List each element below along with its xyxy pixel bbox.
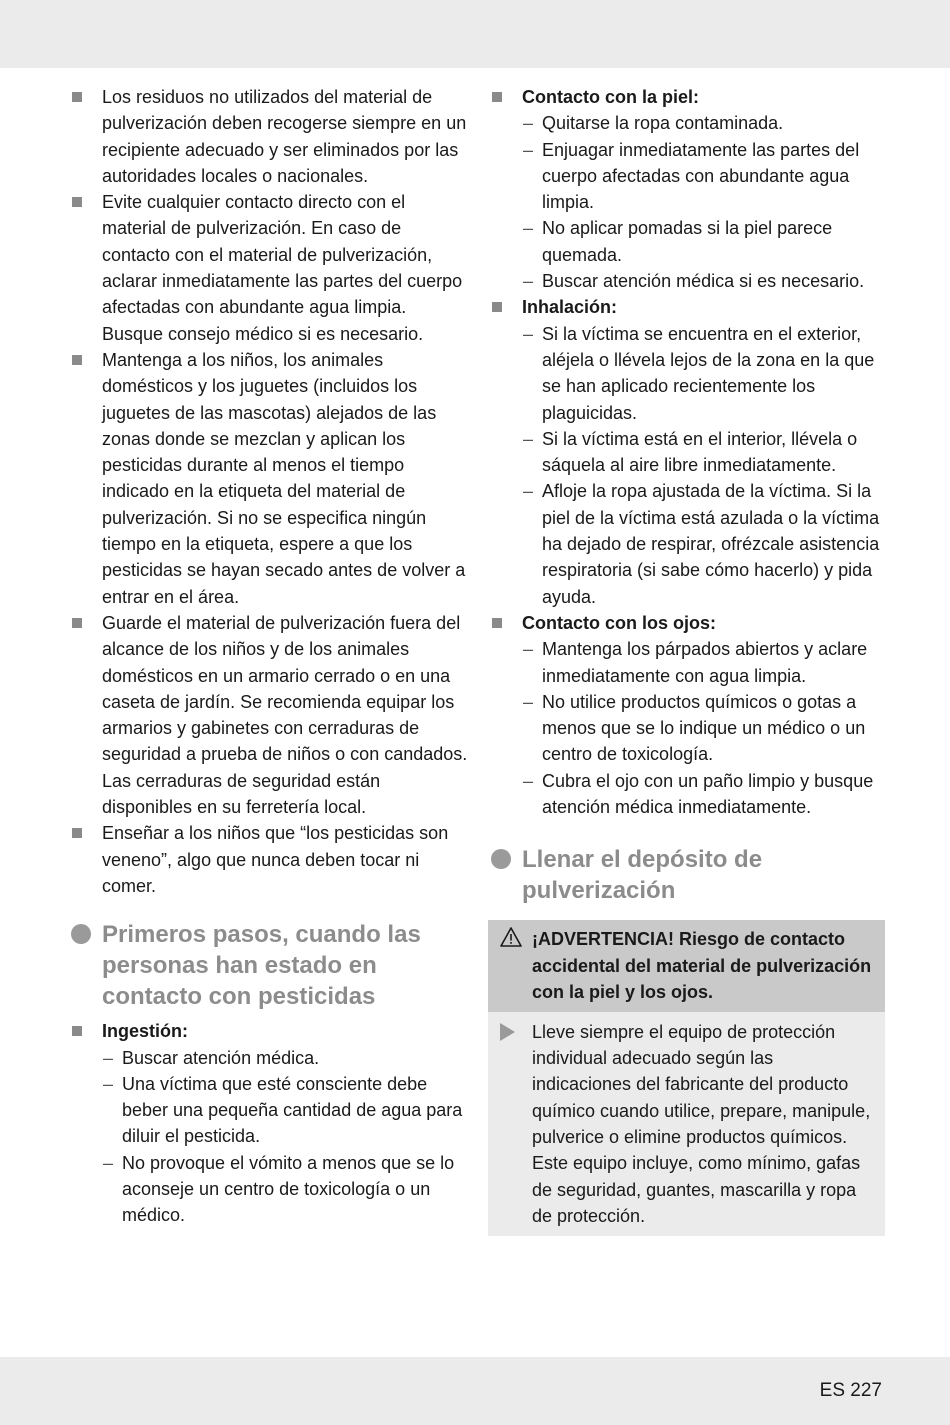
left-column — [70, 84, 470, 1229]
skin-contact-list — [522, 110, 885, 294]
eye-contact-block — [490, 610, 885, 820]
list-item: – No provoque el vómito a menos que se lo aconseje un centro de toxicología o un médico. — [103, 1152, 455, 1226]
play-arrow-icon — [500, 1023, 515, 1041]
warning-box — [488, 920, 885, 1236]
list-item — [70, 347, 470, 610]
eye-contact-title: Contacto con los ojos: — [522, 612, 717, 633]
square-bullet-icon — [72, 197, 82, 207]
warning-title: ¡ADVERTENCIA! Riesgo de contacto accidental del material de pulverización con la piel y los ojos. — [532, 929, 872, 1003]
bullet-text: Guarde el material de pulverización fuera del alcance de los niños y de los animales domésticos en un armario cerrado o en una caseta de jardín. Se recomienda equipar los armarios y gabinetes con cerraduras de seguridad a prueba de niños o con candados. Las cerraduras de seguridad están disponibles en su ferretería local. — [102, 612, 468, 818]
warning-body — [488, 1012, 885, 1236]
square-bullet-icon — [72, 828, 82, 838]
header-band — [0, 0, 950, 68]
bullet-text: Los residuos no utilizados del material de pulverización deben recogerse siempre en un recipiente adecuado y ser eliminados por las autoridades locales o nacionales. — [102, 87, 467, 186]
skin-contact-title: Contacto con la piel: — [522, 87, 700, 107]
square-bullet-icon — [72, 1026, 82, 1036]
list-item — [70, 189, 470, 347]
circle-bullet-icon — [71, 924, 91, 944]
warning-header — [488, 920, 885, 1012]
list-item: – Buscar atención médica. — [103, 1047, 320, 1068]
skin-contact-block — [490, 84, 885, 294]
square-bullet-icon — [72, 618, 82, 628]
ingestion-title: Ingestión: — [102, 1021, 188, 1042]
ingestion-block — [70, 1018, 470, 1228]
list-item: – Si la víctima se encuentra en el exterior, aléjela o llévela lejos de la zona en la que se han aplicado recientemente los plaguicidas. — [523, 323, 875, 423]
inhalation-title: Inhalación: — [522, 297, 618, 318]
section-heading-first-aid — [70, 919, 470, 1012]
square-bullet-icon — [492, 92, 502, 102]
square-bullet-icon — [492, 302, 502, 312]
list-item: – No utilice productos químicos o gotas a menos que se lo indique un médico o un centro de toxicología. — [523, 691, 866, 765]
ingestion-list — [102, 1045, 470, 1229]
list-item: – Si la víctima está en el interior, llévela o sáquela al aire libre inmediatamente. — [523, 428, 858, 476]
bullet-text: Evite cualquier contacto directo con el material de pulverización. En caso de contacto con el material de pulverización, aclarar inmediatamente las partes del cuerpo afectadas con abundante agua limpia. Busque consejo médico si es necesario. — [102, 192, 463, 344]
list-item: – Cubra el ojo con un paño limpio y busque atención médica inmediatamente. — [523, 770, 874, 818]
footer-band — [0, 1357, 950, 1425]
list-item: – Afloje la ropa ajustada de la víctima. Si la piel de la víctima está azulada o la víctima ha dejado de respirar, ofrézcale asistencia respiratoria (si sabe cómo hacerlo) y pida ayuda. — [523, 481, 880, 607]
section-title: Llenar el depósito de pulverización — [522, 846, 763, 905]
list-item — [70, 820, 470, 899]
square-bullet-icon — [492, 618, 502, 628]
section-title: Primeros pasos, cuando las personas han estado en contacto con pesticidas — [102, 921, 421, 1011]
bullet-text: Mantenga a los niños, los animales domésticos y los juguetes (incluidos los juguetes de las mascotas) alejados de las zonas donde se mezclan y aplican los pesticidas durante al menos el tiempo indicado en la etiqueta del material de pulverización. Si no se especifica ningún tiempo en la etiqueta, espere a que los pesticidas se hayan secado antes de volver a entrar en el área. — [102, 349, 466, 607]
circle-bullet-icon — [491, 849, 511, 869]
eye-contact-list — [522, 636, 885, 820]
warning-triangle-icon — [500, 927, 522, 947]
warning-text: Lleve siempre el equipo de protección individual adecuado según las indicaciones del fabricante del producto químico cuando utilice, prepare, manipule, pulverice o elimine productos químicos. Este equipo incluye, como mínimo, gafas de seguridad, guantes, mascarilla y ropa de protección. — [532, 1021, 871, 1226]
list-item: – Quitarse la ropa contaminada. — [523, 113, 784, 134]
list-item — [70, 610, 470, 820]
list-item: – Enjuagar inmediatamente las partes del cuerpo afectadas con abundante agua limpia. — [523, 139, 860, 213]
right-column — [490, 84, 885, 1236]
inhalation-block — [490, 294, 885, 610]
square-bullet-icon — [72, 355, 82, 365]
page-number: ES 227 — [819, 1380, 882, 1401]
section-heading-fill-tank — [490, 844, 885, 906]
square-bullet-icon — [72, 92, 82, 102]
list-item — [70, 84, 470, 189]
list-item: – Una víctima que esté consciente debe beber una pequeña cantidad de agua para diluir el pesticida. — [103, 1073, 463, 1147]
inhalation-list — [522, 321, 885, 610]
list-item: – No aplicar pomadas si la piel parece quemada. — [523, 218, 833, 265]
list-item: – Mantenga los párpados abiertos y aclare inmediatamente con agua limpia. — [523, 639, 868, 686]
bullet-text: Enseñar a los niños que “los pesticidas son veneno”, algo que nunca deben tocar ni comer. — [102, 823, 449, 896]
list-item: – Buscar atención médica si es necesario. — [523, 271, 865, 292]
